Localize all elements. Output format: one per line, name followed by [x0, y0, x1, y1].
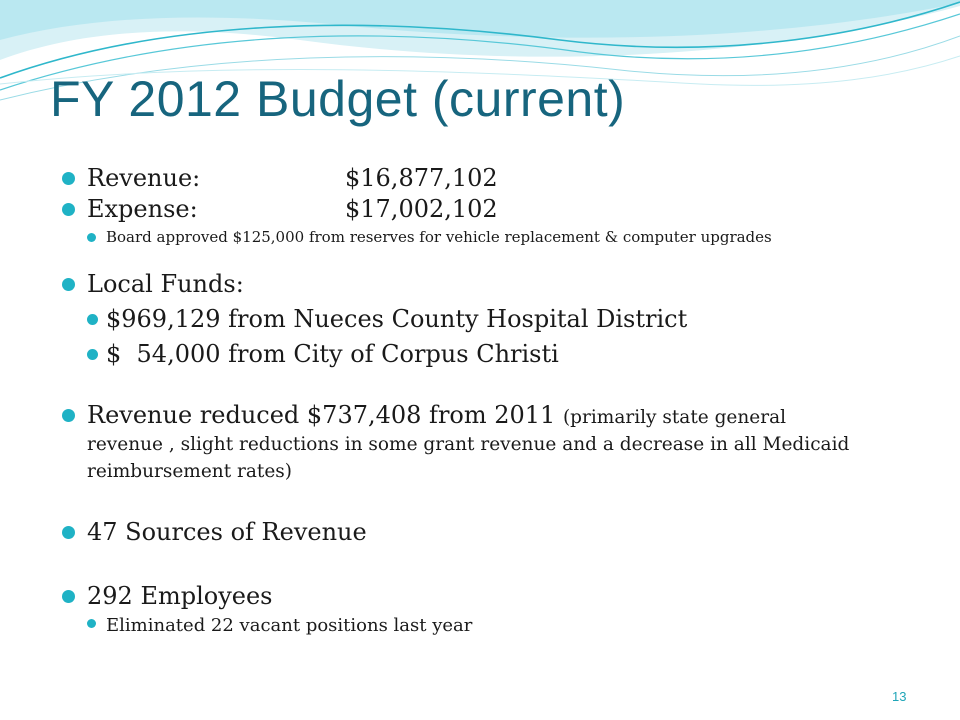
- expense-value: $17,002,102: [345, 195, 498, 223]
- revenue-reduced-bullet: [62, 403, 852, 484]
- employees-note-bullet: Eliminated 22 vacant positions last year: [62, 615, 852, 637]
- slide-body: [62, 163, 852, 637]
- revenue-label: Revenue:: [87, 164, 201, 192]
- slide-title: FY 2012 Budget (current): [50, 71, 626, 127]
- local-funds-bullet: Local Funds:: [62, 269, 852, 300]
- revenue-bullet: [62, 163, 852, 194]
- employees-bullet: 292 Employees: [62, 581, 852, 612]
- expense-bullet: [62, 194, 852, 225]
- revenue-value: $16,877,102: [345, 164, 498, 192]
- local-funds-item: $ 54,000 from City of Corpus Christi: [62, 339, 852, 370]
- sources-bullet: 47 Sources of Revenue: [62, 517, 852, 548]
- local-funds-item: $969,129 from Nueces County Hospital District: [62, 304, 852, 335]
- revenue-reduced-text: Revenue reduced $737,408 from 2011: [87, 401, 556, 429]
- revenue-reduced-note: (primarily state general revenue , slight reductions in some grant revenue and a decrease in all Medicaid reimbursement rates): [87, 407, 850, 482]
- expense-note-bullet: Board approved $125,000 from reserves for vehicle replacement & computer upgrades: [62, 229, 852, 246]
- expense-label: Expense:: [87, 195, 198, 223]
- page-number: 13: [892, 689, 907, 704]
